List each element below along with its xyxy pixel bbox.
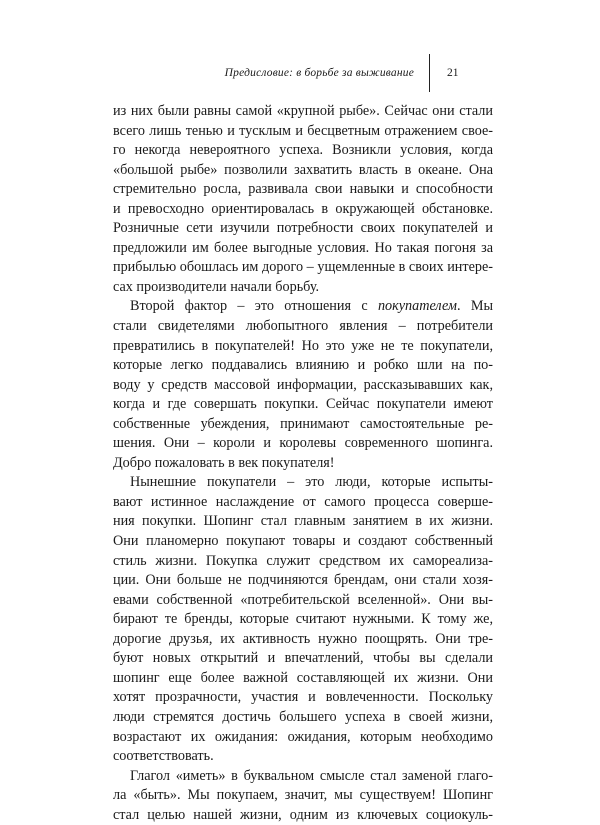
text-line: стиль жизни. Покупка служит средством их самореализа-: [113, 552, 493, 569]
text-line: которые легко поддавались влиянию и робко шли на по-: [113, 357, 493, 374]
text-line: воду у средств массовой информации, рассказывавших как,: [113, 376, 493, 393]
text-line: стал целью нашей жизни, одним из ключевых социокуль-: [113, 806, 493, 823]
running-head-title: Предисловие: в борьбе за выживание: [224, 67, 414, 79]
text-line: «большой рыбе» позволили захватить власть в океане. Она: [113, 161, 493, 178]
text-line: когда и где совершать покупки. Сейчас покупатели имеют: [113, 396, 493, 413]
text-line: собственные убеждения, принимают самостоятельные ре-: [113, 415, 493, 432]
text-line: дорогие друзья, их активность нужно поощрять. Они тре-: [113, 630, 493, 647]
text-line: возрастают их ожидания: ожидания, которым необходимо: [113, 728, 493, 745]
text-line: шения. Они – короли и королевы современного шопинга.: [113, 435, 493, 452]
page-number: 21: [447, 67, 459, 79]
text-line: стали свидетелями любопытного явления – потребители: [113, 318, 493, 335]
text-line: стремительно росла, развивала свои навыки и способности: [113, 181, 493, 198]
text-line: вают истинное наслаждение от самого процесса соверше-: [113, 493, 493, 510]
text-line: Они планомерно покупают товары и создают собственный: [113, 533, 493, 550]
text-line: из них были равны самой «крупной рыбе». Сейчас они стали: [113, 103, 493, 119]
text-line: хотят прозрачности, участия и вовлеченности. Поскольку: [113, 689, 493, 706]
text-line: евами собственной «потребительской вселенной». Они вы-: [113, 591, 493, 608]
text-line: соответствовать.: [113, 748, 214, 765]
text-line: люди стремятся достичь большего успеха в своей жизни,: [113, 708, 493, 725]
text-line: и превосходно ориентировалась в окружающей обстановке.: [113, 200, 493, 217]
text-line: предложили им более выгодные условия. Но такая погоня за: [113, 239, 493, 256]
text-line: шопинг еще более важной составляющей их жизни. Они: [113, 669, 493, 686]
text-line: Глагол «иметь» в буквальном смысле стал заменой глаго-: [130, 767, 493, 784]
text-line: Розничные сети изучили потребности своих покупателей и: [113, 220, 493, 237]
text-line: бирают те бренды, которые считают нужными. К тому же,: [113, 611, 493, 628]
text-line: буют новых открытий и впечатлений, чтобы вы сделали: [113, 650, 493, 667]
text-line: го некогда невероятного успеха. Возникли условия, когда: [113, 142, 493, 159]
text-line: ла «быть». Мы покупаем, значит, мы существуем! Шопинг: [113, 787, 493, 804]
text-line: прибылью обошлась им дорого – ущемленные в своих интере-: [113, 259, 493, 276]
running-head: [0, 64, 600, 84]
text-line: всего лишь тенью и тусклым и бесцветным отражением свое-: [113, 122, 493, 139]
text-line: сах производители начали борьбу.: [113, 278, 320, 295]
body-text: [113, 102, 493, 825]
text-line: ции. Они больше не подчиняются брендам, они стали хозя-: [113, 572, 493, 589]
running-head-divider: [429, 54, 430, 92]
text-line: Второй фактор – это отношения с покупателем. Мы: [130, 298, 493, 315]
text-line: Добро пожаловать в век покупателя!: [113, 454, 335, 471]
text-line: ния покупки. Шопинг стал главным занятием в их жизни.: [113, 513, 493, 530]
text-line: Нынешние покупатели – это люди, которые испыты-: [130, 474, 493, 491]
text-line: превратились в покупателей! Но это уже не те покупатели,: [113, 337, 493, 354]
